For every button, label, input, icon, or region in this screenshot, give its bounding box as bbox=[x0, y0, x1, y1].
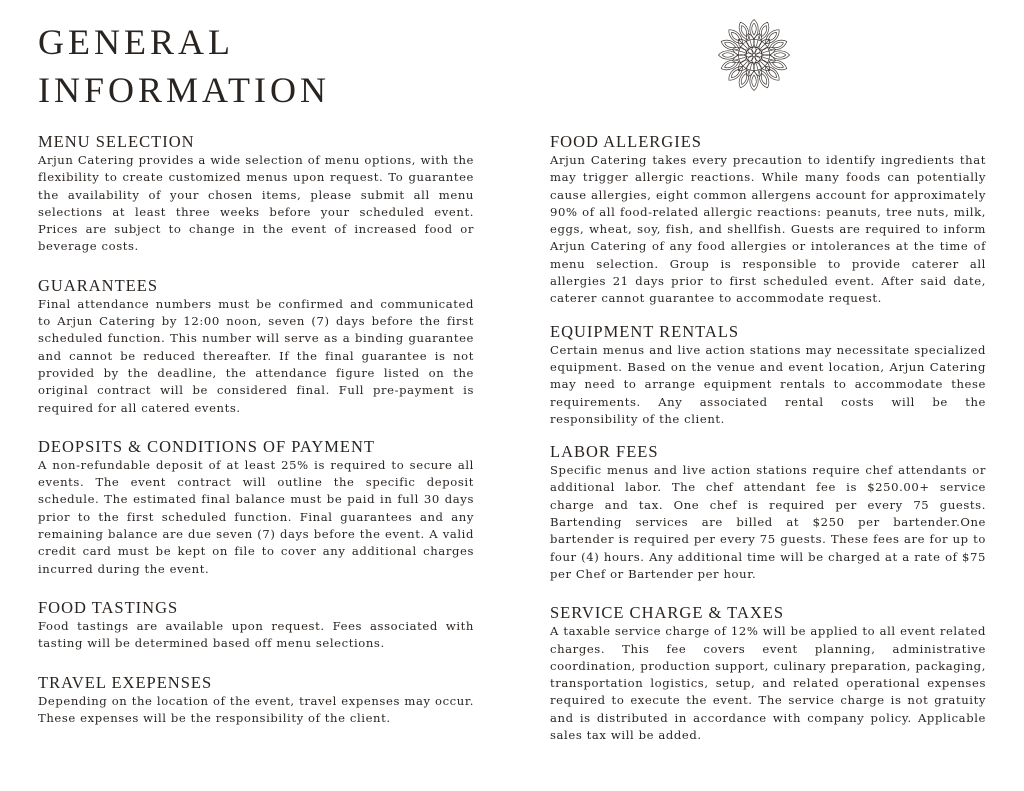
section-body: Food tastings are available upon request. Fees associated with tasting will be determined based off menu selections. bbox=[38, 618, 474, 651]
page-title-line-1: GENERAL bbox=[38, 22, 234, 62]
section-body: Specific menus and live action stations require chef attendants or additional labor. The chef attendant fee is $250.00+ service charge and tax. One chef is required per every 75 guests. Bartending services are billed at $250 per bartender.One bartender is required per every 75 guests. These fees are for up to four (4) hours. Any additional time will be charged at a rate of $75 per Chef or Bartender per hour. bbox=[550, 463, 986, 581]
section-body: Depending on the location of the event, travel expenses may occur. These expenses will be the responsibility of the client. bbox=[38, 693, 474, 725]
section-travel-expenses bbox=[38, 673, 474, 728]
section-guarantees bbox=[38, 276, 474, 417]
section-heading: FOOD TASTINGS bbox=[38, 597, 179, 617]
section-heading: MENU SELECTION bbox=[38, 132, 195, 151]
section-heading: DEOPSITS & CONDITIONS OF PAYMENT bbox=[38, 436, 375, 456]
section-body: Final attendance numbers must be confirmed and communicated to Arjun Catering by 12:00 noon, seven (7) days before the first scheduled function. This number will serve as a binding guarantee and cannot be reduced thereafter. If the final guarantee is not provided by the deadline, the attendance figure listed on the original contract will be considered final. Full pre-payment is required for all catered events. bbox=[38, 296, 474, 415]
page-title bbox=[38, 18, 330, 114]
section-heading: FOOD ALLERGIES bbox=[550, 132, 702, 151]
section-heading: TRAVEL EXEPENSES bbox=[38, 672, 213, 692]
section-food-tastings bbox=[38, 598, 474, 653]
section-body: A taxable service charge of 12% will be applied to all event related charges. This fee covers event planning, administrative coordination, production support, culinary preparation, packaging, transportation logistics, setup, and related operational expenses required to execute the event. The service charge is not gratuity and is distributed in accordance with company policy. Applicable sales tax will be added. bbox=[550, 624, 986, 743]
section-menu-selection bbox=[38, 132, 474, 256]
section-body: A non-refundable deposit of at least 25% is required to secure all events. The event contract will outline the specific deposit schedule. The estimated final balance must be paid in full 30 days prior to the first scheduled function. Final guarantees and any remaining balance are due seven (7) days before the event. A valid credit card must be kept on file to cover any additional charges incurred during the event. bbox=[38, 457, 474, 576]
section-service-charge-taxes bbox=[550, 603, 986, 744]
section-heading: LABOR FEES bbox=[550, 442, 659, 462]
right-column bbox=[550, 132, 986, 744]
section-body: Arjun Catering provides a wide selection of menu options, with the flexibility to create customized menus upon request. To guarantee the availability of your chosen items, please submit all menu selections at least three weeks before your scheduled event. Prices are subject to change in the event of increased food or beverage costs. bbox=[38, 153, 474, 254]
section-heading: SERVICE CHARGE & TAXES bbox=[550, 603, 785, 623]
section-deposits-payment bbox=[38, 437, 474, 578]
section-heading: EQUIPMENT RENTALS bbox=[550, 321, 740, 341]
left-column bbox=[38, 132, 474, 727]
mandala-icon bbox=[717, 18, 791, 92]
page-title-line-2: INFORMATION bbox=[38, 70, 331, 110]
section-heading: GUARANTEES bbox=[38, 275, 158, 295]
section-food-allergies bbox=[550, 132, 986, 308]
section-body: Arjun Catering takes every precaution to identify ingredients that may trigger allergic reactions. While many foods can potentially cause allergies, eight common allergens account for approximately 90% of all food-related allergic reactions: peanuts, tree nuts, milk, eggs, wheat, soy, fish, and shellfish. Guests are required to inform Arjun Catering of any food allergies or intolerances at the time of menu selection. Group is responsible to provide caterer all allergies 21 days prior to first scheduled event. After said date, caterer cannot guarantee to accommodate request. bbox=[550, 153, 986, 306]
section-body: Certain menus and live action stations may necessitate specialized equipment. Based on the venue and event location, Arjun Catering may need to arrange equipment rentals to accommodate these requirements. Any associated rental costs will be the responsibility of the client. bbox=[550, 342, 986, 426]
section-labor-fees bbox=[550, 442, 986, 583]
section-equipment-rentals bbox=[550, 322, 986, 428]
